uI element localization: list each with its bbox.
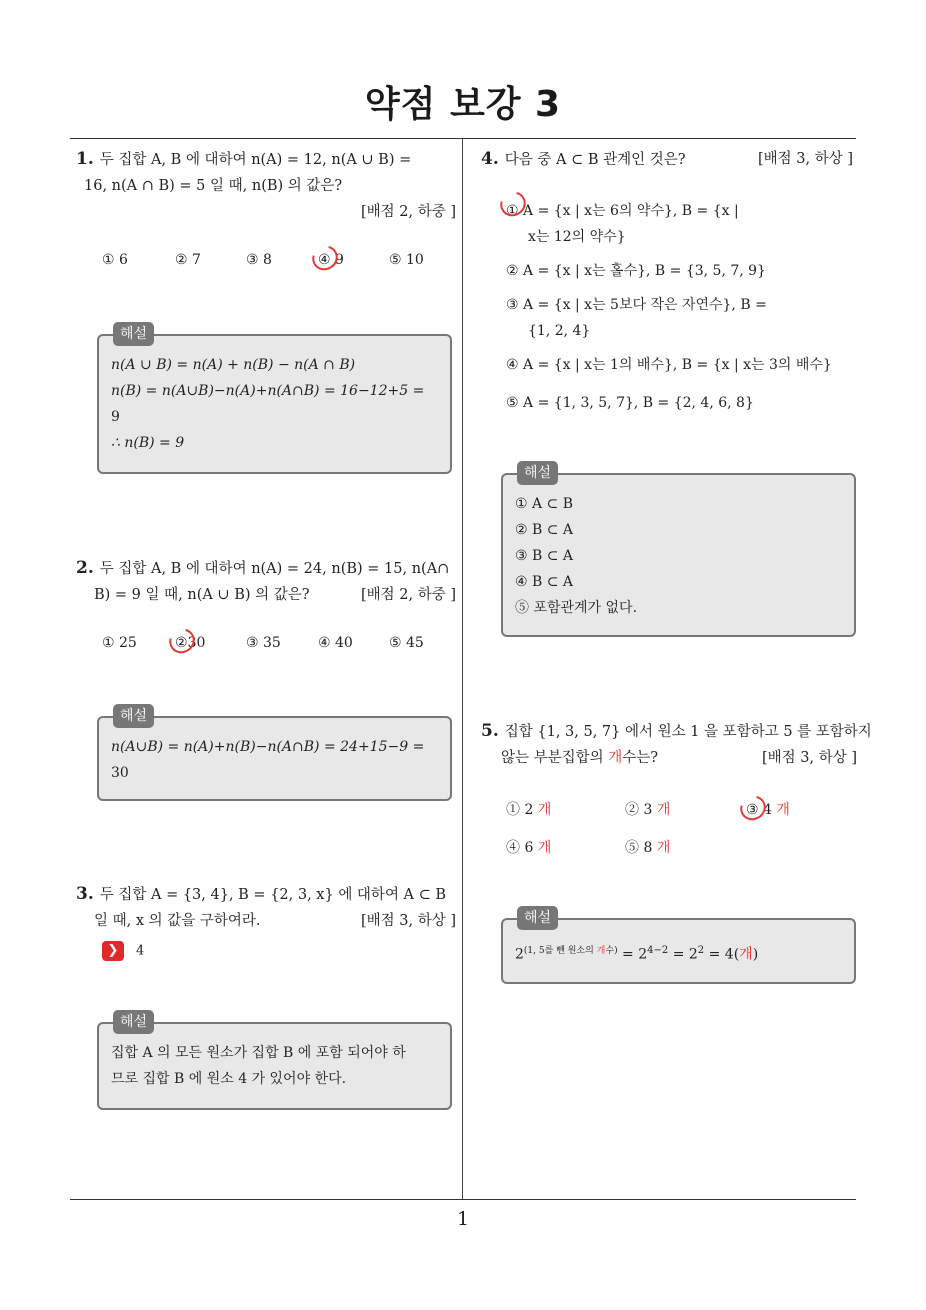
- option[interactable]: [506, 352, 851, 390]
- answer-value: 4: [136, 943, 145, 959]
- solution-line: 므로 집합 B 에 원소 4 가 있어야 한다.: [111, 1071, 347, 1087]
- option-mark: ②: [506, 263, 519, 279]
- sol-part: 개: [596, 946, 606, 956]
- problem-1: [76, 146, 456, 225]
- choice-label: ④ 6: [506, 840, 534, 856]
- solution-line: n(B) = n(A∪B)−n(A)+n(A∩B) = 16−12+5 =: [111, 383, 425, 399]
- option-text: A = {1, 3, 5, 7}, B = {2, 4, 6, 8}: [523, 395, 754, 411]
- page-title: 약점 보강 3: [364, 84, 562, 125]
- option[interactable]: [506, 258, 851, 292]
- solution-tag: 해설: [113, 1010, 154, 1034]
- solution-tag: 해설: [517, 461, 558, 485]
- problem-text: 일 때, x 의 값을 구하여라.: [94, 913, 261, 929]
- sol-part: 4−2: [647, 945, 669, 956]
- solution-line: [515, 938, 842, 968]
- solution-box-4: [501, 465, 856, 637]
- problem-number: 3.: [76, 884, 94, 904]
- choices-5a: [506, 799, 846, 823]
- page-number: 1: [456, 1208, 470, 1230]
- option-text: A = {x | x는 5보다 작은 자연수}, B =: [523, 297, 767, 313]
- problem-number: 4.: [481, 149, 499, 169]
- problem-text: 두 집합 A, B 에 대하여 n(A) = 24, n(B) = 15, n(A∩: [99, 561, 450, 577]
- solution-line: ④ B ⊂ A: [515, 574, 574, 590]
- solution-tag: 해설: [113, 704, 154, 728]
- solution-line: 30: [111, 765, 129, 781]
- sol-part: ): [752, 946, 759, 963]
- solution-line: 9: [111, 409, 120, 425]
- option-text: x는 12의 약수}: [528, 229, 626, 245]
- choice-unit: 개: [776, 802, 790, 818]
- option-text: A = {x | x는 홀수}, B = {3, 5, 7, 9}: [523, 263, 766, 279]
- choice-value: 30: [187, 635, 206, 651]
- choice[interactable]: [506, 799, 551, 819]
- sol-part: 개: [739, 946, 753, 963]
- column-divider: [462, 139, 463, 1199]
- problem-text: 두 집합 A, B 에 대하여 n(A) = 12, n(A ∪ B) =: [99, 152, 412, 168]
- choice[interactable]: ④ 40: [318, 635, 353, 651]
- option-mark: ⑤: [506, 395, 519, 411]
- options-4: [506, 198, 851, 420]
- solution-tag: 해설: [113, 322, 154, 346]
- choice-label: ② 3: [625, 802, 653, 818]
- sol-part: 2: [697, 945, 705, 956]
- choice-unit: 개: [656, 802, 671, 818]
- choice-selected[interactable]: [175, 635, 205, 651]
- sol-part: = 2: [668, 946, 698, 963]
- choice-value: 4: [763, 802, 772, 818]
- choice-value: 9: [335, 252, 344, 268]
- answer-circle-mark: ①: [506, 198, 519, 224]
- solution-line: 집합 A 의 모든 원소가 집합 B 에 포함 되어야 하: [111, 1045, 406, 1061]
- choice[interactable]: ⑤ 45: [389, 635, 424, 651]
- choice[interactable]: [506, 837, 551, 857]
- choices-1: [102, 252, 452, 276]
- choice[interactable]: ② 7: [175, 252, 201, 268]
- problem-number: 5.: [481, 721, 499, 741]
- choice-unit: 개: [537, 802, 552, 818]
- solution-box-5: [501, 910, 856, 984]
- choice-unit: 개: [537, 840, 552, 856]
- option[interactable]: [506, 198, 851, 258]
- choice-label: ① 2: [506, 802, 534, 818]
- score-meta: [배점 3, 하상 ]: [757, 151, 853, 167]
- solution-box-3: [97, 1014, 452, 1110]
- score-meta: [배점 3, 하상 ]: [761, 750, 857, 766]
- option-text: {1, 2, 4}: [528, 323, 591, 339]
- sol-part: = 2: [617, 946, 648, 963]
- answer-circle-mark: ③: [746, 802, 759, 818]
- problem-text: B) = 9 일 때, n(A ∪ B) 의 값은?: [94, 587, 310, 603]
- solution-tag: 해설: [517, 906, 558, 930]
- score-meta: [배점 2, 하중 ]: [360, 587, 456, 603]
- sol-part: 2: [515, 946, 524, 963]
- bottom-rule: [70, 1199, 856, 1200]
- sol-part: = 4(: [704, 946, 740, 963]
- option-mark: ③: [506, 297, 519, 313]
- answer-circle-mark: ②: [175, 635, 188, 651]
- top-rule: [70, 138, 856, 139]
- problem-text: 집합 {1, 3, 5, 7} 에서 원소 1 을 포함하고 5 를 포함하지: [504, 724, 872, 740]
- solution-line: ⑤ 포함관계가 없다.: [515, 600, 638, 616]
- answer-row: [102, 941, 144, 961]
- problem-5: [481, 718, 872, 771]
- solution-box-2: [97, 708, 452, 801]
- option[interactable]: [506, 390, 851, 420]
- problem-text: 두 집합 A = {3, 4}, B = {2, 3, x} 에 대하여 A ⊂ B: [99, 887, 447, 903]
- choice[interactable]: ③ 35: [246, 635, 281, 651]
- problem-3: [76, 881, 456, 934]
- problem-text: 16, n(A ∩ B) = 5 일 때, n(B) 의 값은?: [84, 178, 343, 194]
- score-meta: [배점 3, 하상 ]: [360, 913, 456, 929]
- answer-circle-mark: ④: [318, 252, 331, 268]
- choice[interactable]: ① 25: [102, 635, 137, 651]
- solution-line: ② B ⊂ A: [515, 522, 574, 538]
- option-mark: ④: [506, 357, 519, 373]
- problem-4: [481, 146, 853, 173]
- problem-number: 1.: [76, 149, 94, 169]
- sol-part: (1, 5를 뺀 원소의: [523, 946, 597, 956]
- solution-line: ③ B ⊂ A: [515, 548, 574, 564]
- choice[interactable]: ① 6: [102, 252, 128, 268]
- solution-line: ① A ⊂ B: [515, 496, 574, 512]
- sol-part: 수): [605, 946, 618, 956]
- problem-text: 않는 부분집합의: [501, 750, 609, 766]
- option-text: A = {x | x는 6의 약수}, B = {x |: [523, 203, 739, 219]
- problem-text: 다음 중 A ⊂ B 관계인 것은?: [504, 152, 686, 168]
- choice[interactable]: ⑤ 10: [389, 252, 424, 268]
- choice[interactable]: [625, 837, 670, 857]
- choice[interactable]: ③ 8: [246, 252, 272, 268]
- choice-unit: 개: [656, 840, 671, 856]
- score-meta: [배점 2, 하중 ]: [360, 204, 456, 220]
- problem-2: [76, 555, 456, 608]
- solution-box-1: [97, 326, 452, 474]
- chevron-right-icon: ❯: [102, 941, 124, 961]
- solution-line: ∴ n(B) = 9: [111, 435, 185, 451]
- problem-text-highlight: 개: [608, 750, 623, 766]
- choices-5b: [506, 837, 846, 861]
- problem-text: 수는?: [622, 750, 659, 766]
- choice-label: ⑤ 8: [625, 840, 653, 856]
- option[interactable]: [506, 292, 851, 352]
- choice-selected[interactable]: [746, 799, 790, 819]
- solution-line: n(A∪B) = n(A)+n(B)−n(A∩B) = 24+15−9 =: [111, 739, 425, 755]
- problem-number: 2.: [76, 558, 94, 578]
- solution-line: n(A ∪ B) = n(A) + n(B) − n(A ∩ B): [111, 357, 356, 373]
- choice[interactable]: [625, 799, 670, 819]
- option-text: A = {x | x는 1의 배수}, B = {x | x는 3의 배수}: [523, 357, 832, 373]
- choice-selected[interactable]: [318, 252, 344, 268]
- choices-2: [102, 635, 452, 659]
